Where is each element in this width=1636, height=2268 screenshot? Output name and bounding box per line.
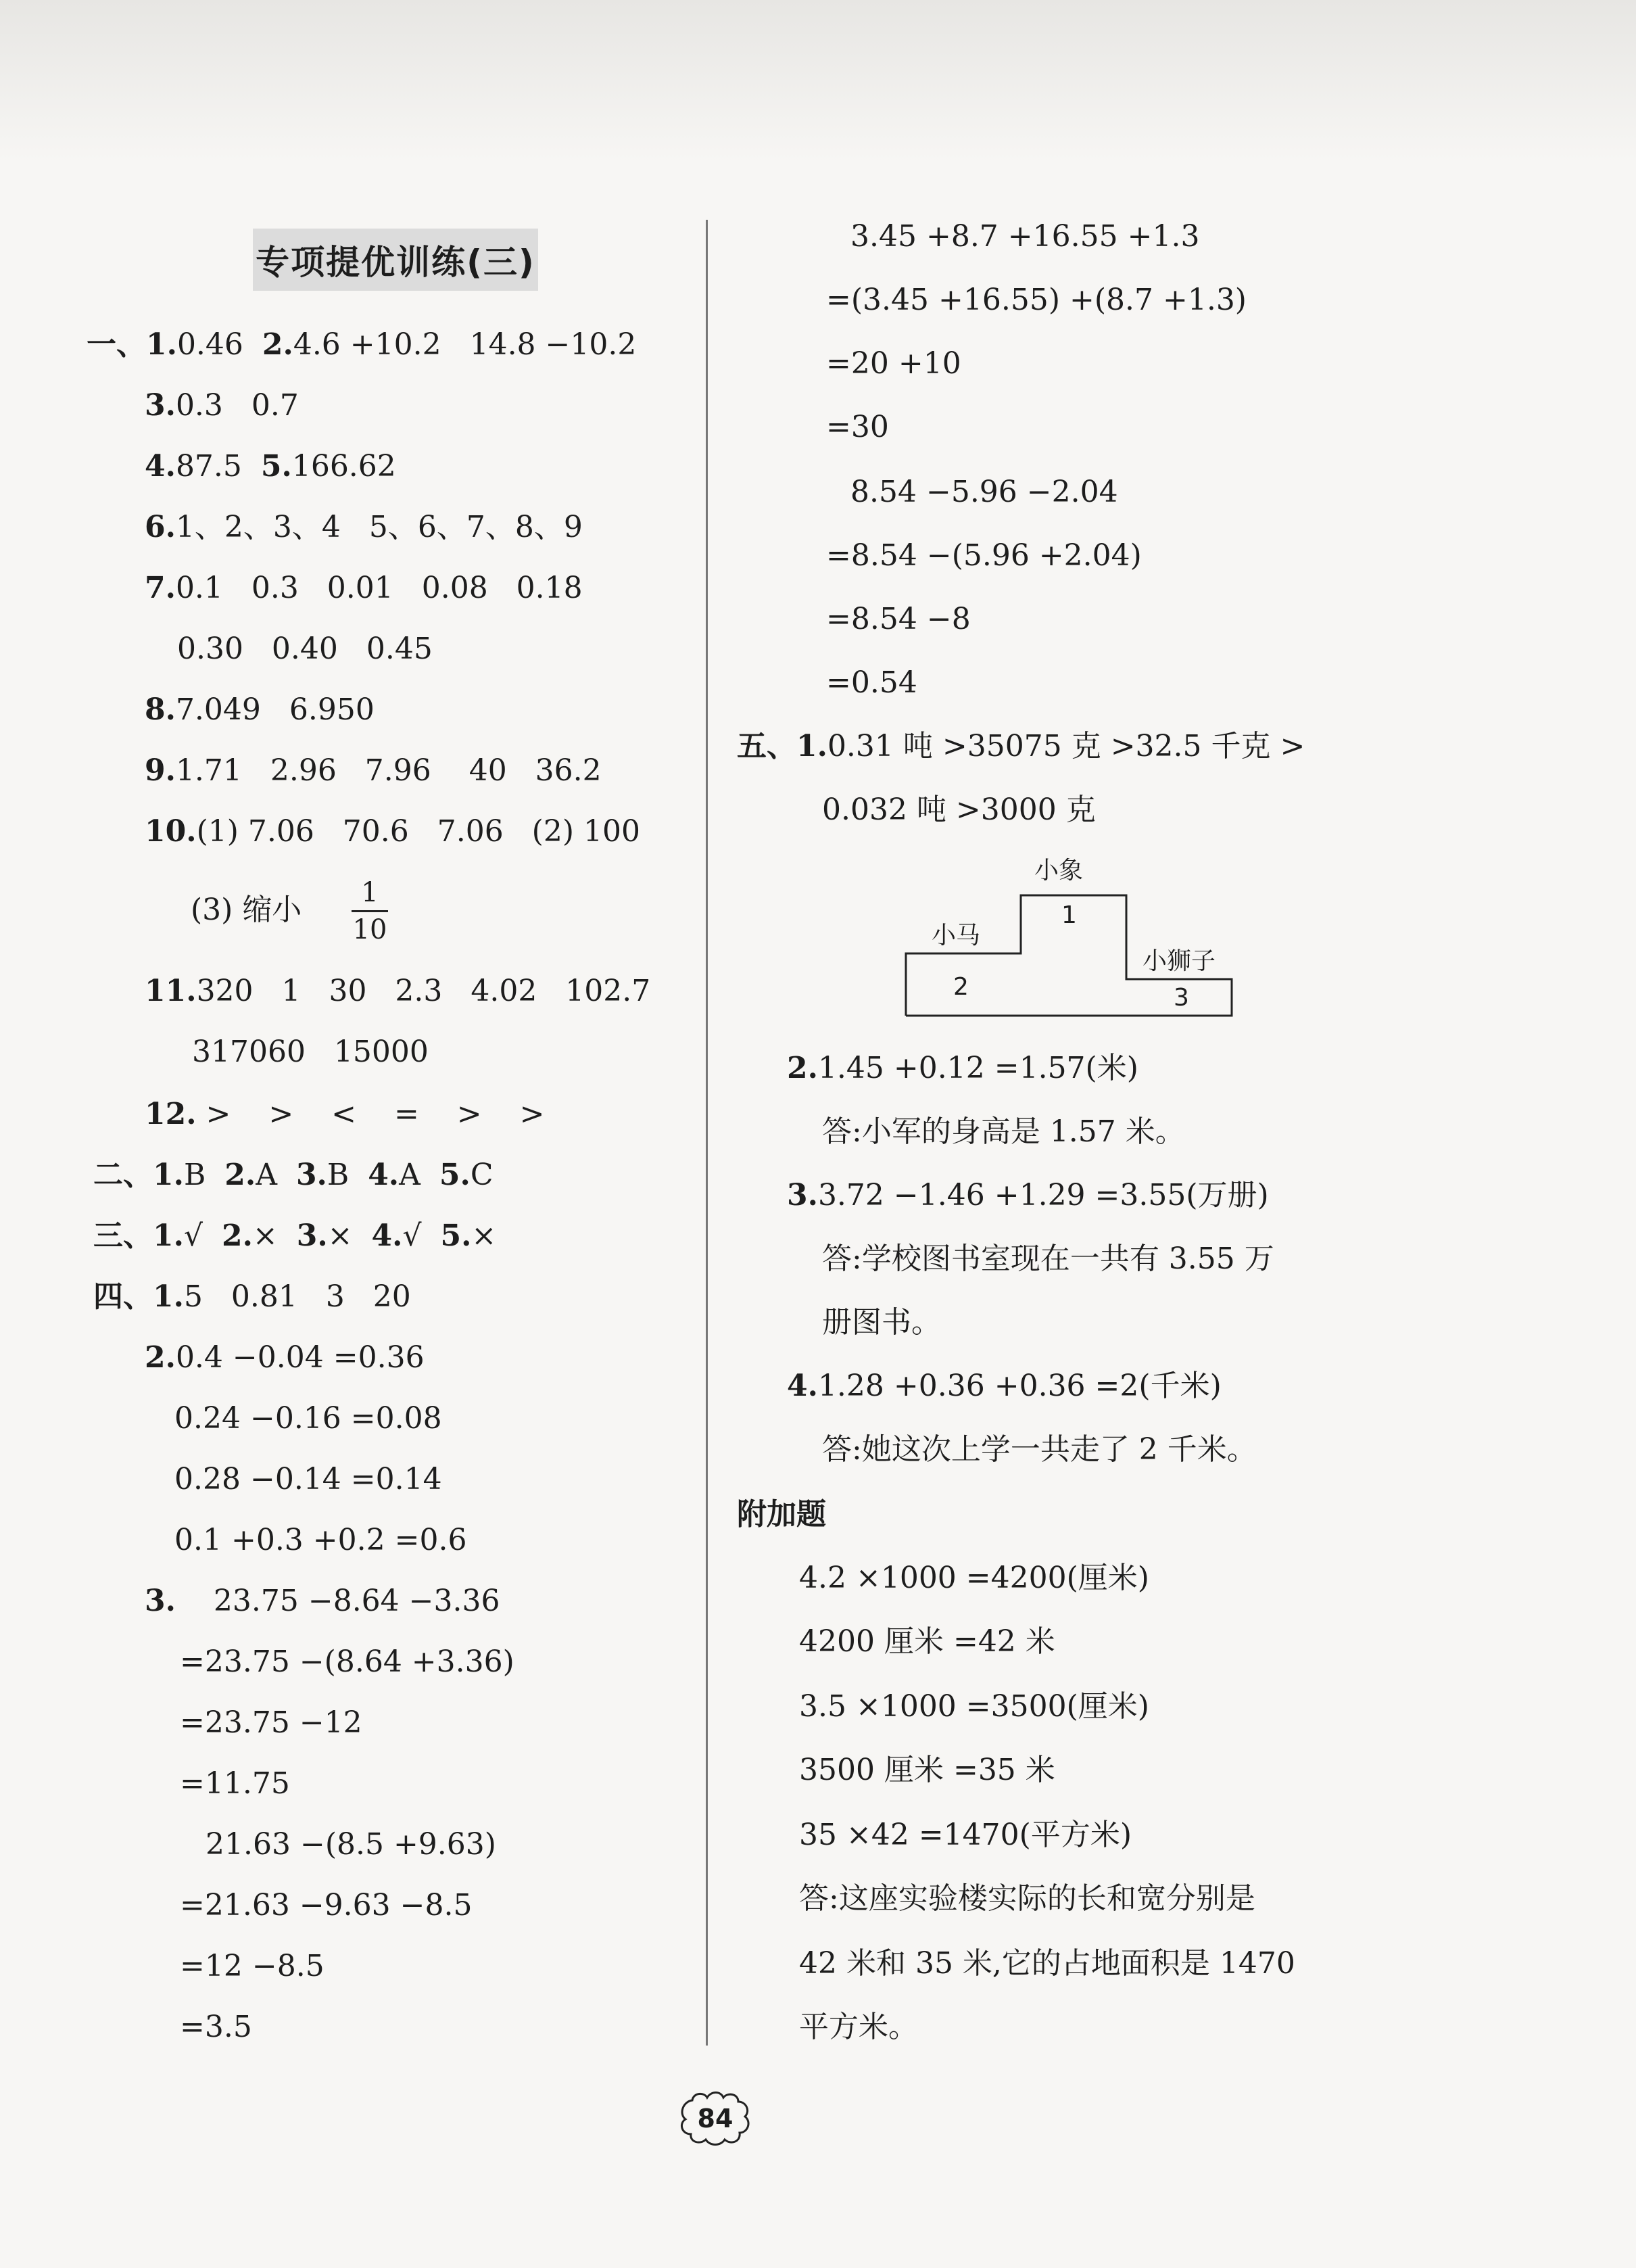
answer-line: 册图书。 (822, 1305, 941, 1340)
podium-diagram (905, 853, 1243, 1032)
page-number: 84 (697, 2104, 733, 2133)
answer-line: =(3.45 +16.55) +(8.7 +1.3) (826, 283, 1247, 317)
answer-line: 答:学校图书室现在一共有 3.55 万 (822, 1242, 1274, 1276)
answer-line: 2.1.45 +0.12 =1.57(米) (787, 1051, 1138, 1085)
second-place-label: 小马 (932, 922, 981, 949)
answer-line: 答:小军的身高是 1.57 米。 (822, 1114, 1185, 1149)
answer-line: 4.87.5 5.166.62 (145, 449, 396, 483)
answer-line: 10.(1) 7.06 70.6 7.06 (2) 100 (145, 814, 640, 849)
answer-line: =23.75 −(8.64 +3.36) (180, 1645, 514, 1679)
answer-line: 8.54 −5.96 −2.04 (850, 475, 1118, 509)
answer-line: =0.54 (826, 665, 917, 700)
fraction-bar (352, 910, 388, 912)
answer-line: =23.75 −12 (180, 1705, 362, 1740)
second-place-number: 2 (953, 973, 969, 1001)
answer-line: 0.28 −0.14 =0.14 (174, 1462, 442, 1496)
answer-line: 2.0.4 −0.04 =0.36 (145, 1340, 425, 1375)
column-divider (706, 220, 708, 2046)
answer-line: 3.3.72 −1.46 +1.29 =3.55(万册) (787, 1178, 1269, 1212)
answer-line: 9.1.71 2.96 7.96 40 36.2 (145, 753, 602, 788)
answer-line: =12 −8.5 (180, 1949, 324, 1983)
answer-line: 3.0.3 0.7 (145, 388, 299, 423)
answer-line: =8.54 −8 (826, 602, 971, 636)
page-top-shading (0, 0, 1636, 162)
answer-line: =21.63 −9.63 −8.5 (180, 1888, 473, 1922)
answer-line: 三、1.√ 2.× 3.× 4.√ 5.× (93, 1219, 497, 1253)
answer-line: =20 +10 (826, 346, 961, 381)
answer-line: 317060 15000 (192, 1035, 429, 1069)
fraction (352, 878, 388, 945)
third-place-label: 小狮子 (1142, 947, 1216, 975)
answer-line: 0.24 −0.16 =0.08 (174, 1401, 442, 1436)
answer-line: (3) 缩小 (191, 893, 302, 927)
answer-line: 12. > > < = > > (145, 1097, 545, 1131)
answer-line: 4.2 ×1000 =4200(厘米) (799, 1561, 1149, 1595)
answer-line: 答:这座实验楼实际的长和宽分别是 (799, 1881, 1255, 1916)
answer-line: 7.0.1 0.3 0.01 0.08 0.18 (145, 571, 583, 605)
answer-line: 21.63 −(8.5 +9.63) (206, 1827, 496, 1862)
answer-line: 五、1.0.31 吨 >35075 克 >32.5 千克 > (737, 729, 1305, 763)
answer-line: 四、1.5 0.81 3 20 (93, 1279, 411, 1314)
answer-line: 4200 厘米 =42 米 (799, 1624, 1055, 1659)
answer-line: 0.032 吨 >3000 克 (822, 793, 1096, 827)
answer-line: 3. 23.75 −8.64 −3.36 (145, 1584, 500, 1618)
answer-line: 11.320 1 30 2.3 4.02 102.7 (145, 974, 651, 1008)
answer-line: 一、1.0.46 2.4.6 +10.2 14.8 −10.2 (87, 327, 637, 362)
answer-line: 35 ×42 =1470(平方米) (799, 1818, 1132, 1852)
answer-line: =30 (826, 410, 889, 444)
answer-line: 42 米和 35 米,它的占地面积是 1470 (799, 1946, 1295, 1981)
answer-line: =11.75 (180, 1766, 290, 1801)
answer-line: 二、1.B 2.A 3.B 4.A 5.C (93, 1158, 494, 1192)
fraction-numerator: 1 (361, 877, 379, 908)
answer-line: 3.45 +8.7 +16.55 +1.3 (850, 219, 1200, 254)
answer-line: 3.5 ×1000 =3500(厘米) (799, 1689, 1149, 1724)
first-place-label: 小象 (1034, 857, 1084, 884)
first-place-number: 1 (1061, 901, 1077, 929)
third-place-number: 3 (1174, 984, 1189, 1012)
answer-line: 0.1 +0.3 +0.2 =0.6 (174, 1523, 467, 1557)
page-title: 专项提优训练(三) (253, 229, 538, 291)
answer-line: 0.30 0.40 0.45 (177, 632, 433, 666)
page-number-badge (676, 2089, 754, 2148)
answer-line: 平方米。 (799, 2010, 918, 2044)
answer-line: 6.1、2、3、4 5、6、7、8、9 (145, 510, 583, 544)
answer-line: =8.54 −(5.96 +2.04) (826, 538, 1142, 573)
answer-line: 8.7.049 6.950 (145, 692, 375, 727)
answer-line: 3500 厘米 =35 米 (799, 1753, 1055, 1787)
fraction-denominator: 10 (352, 914, 387, 945)
answer-line: =3.5 (180, 2010, 252, 2044)
answer-line: 4.1.28 +0.36 +0.36 =2(千米) (787, 1369, 1222, 1403)
section-heading: 附加题 (737, 1497, 826, 1532)
answer-line: 答:她这次上学一共走了 2 千米。 (822, 1432, 1257, 1467)
